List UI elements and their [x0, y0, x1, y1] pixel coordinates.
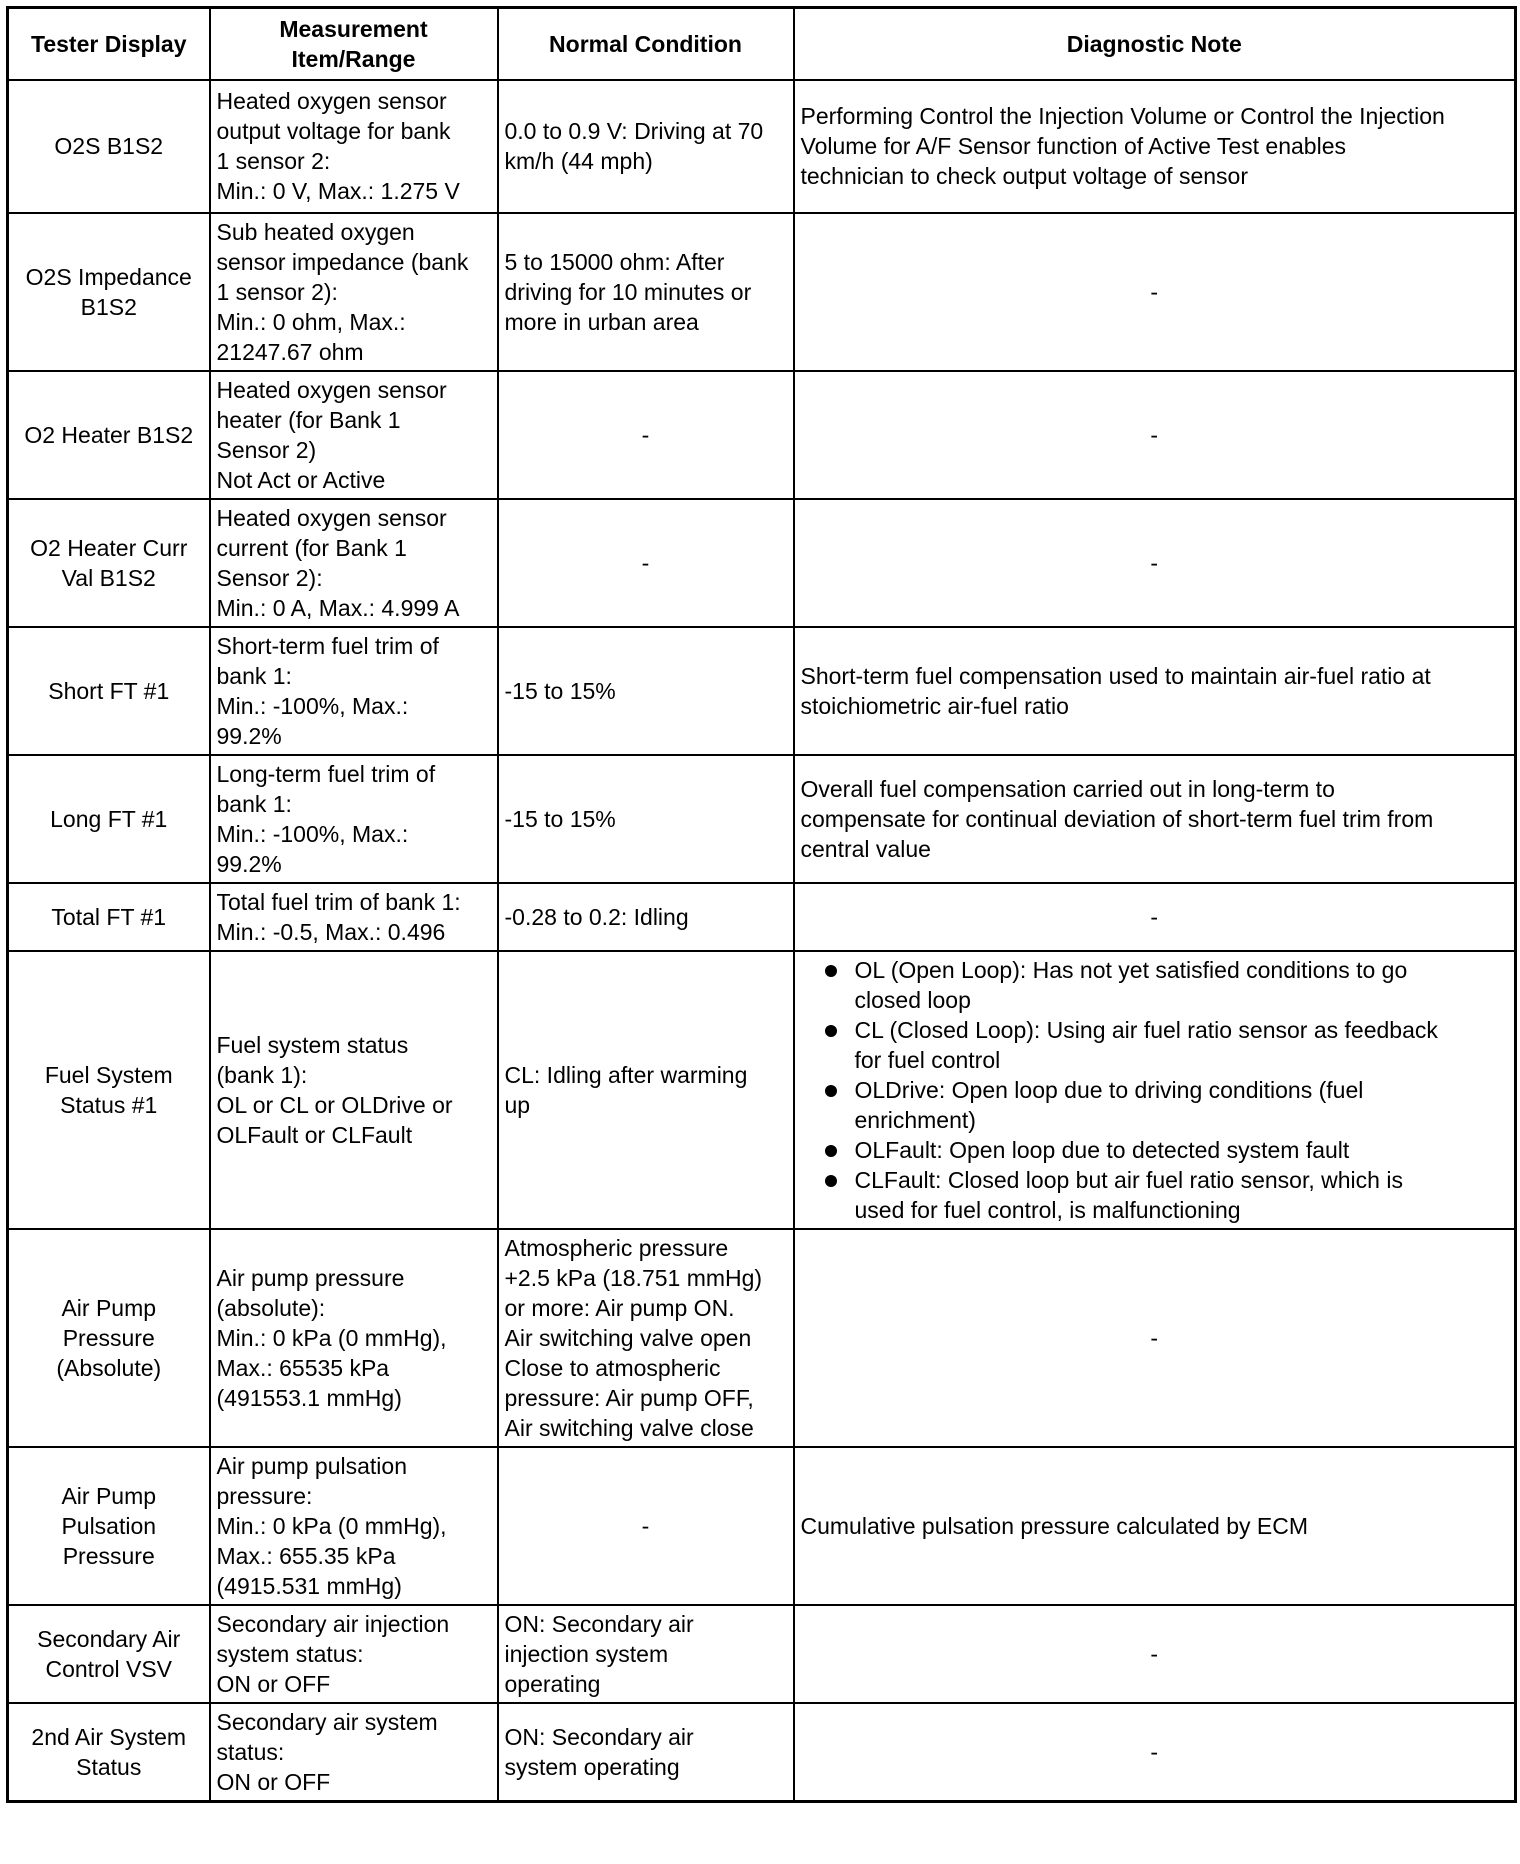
bullet-item-line: OL (Open Loop): Has not yet satisfied conditions to go: [854, 956, 1408, 983]
measurement-item-cell-line: (bank 1):: [216, 1061, 308, 1088]
bullet-item-line: closed loop: [854, 986, 971, 1013]
measurement-item-cell-line: Air pump pressure: [216, 1264, 405, 1291]
table-row: [8, 213, 1516, 371]
measurement-item-cell-line: 1 sensor 2:: [216, 148, 331, 174]
normal-condition-cell: [498, 755, 794, 883]
measurement-item-cell-line: (4915.531 mmHg): [216, 1572, 402, 1599]
measurement-item-cell-line: OLFault or CLFault: [216, 1121, 413, 1148]
table-row: [8, 371, 1516, 499]
header-normal-condition: Normal Condition: [498, 8, 794, 80]
tester-display-cell: [8, 1703, 210, 1802]
normal-condition-cell-line: -: [641, 1512, 650, 1539]
tester-display-cell: [8, 1229, 210, 1447]
measurement-item-cell-line: ON or OFF: [216, 1670, 331, 1697]
table-row: [8, 627, 1516, 755]
bullet-item: [819, 1135, 1509, 1165]
header-measurement-item: [210, 8, 498, 80]
measurement-item-cell-line: Min.: 0 kPa (0 mmHg),: [216, 1512, 447, 1539]
table-row: [8, 883, 1516, 951]
bullet-item-line: CL (Closed Loop): Using air fuel ratio sensor as feedback: [854, 1016, 1438, 1043]
normal-condition-cell: [498, 1229, 794, 1447]
measurement-item-cell-line: bank 1:: [216, 790, 292, 817]
measurement-item-cell-line: Long-term fuel trim of: [216, 760, 436, 787]
normal-condition-cell-line: injection system: [504, 1640, 669, 1667]
bullet-item-line: OLDrive: Open loop due to driving conditions (fuel: [854, 1076, 1364, 1103]
normal-condition-cell-line: -15 to 15%: [504, 805, 616, 832]
normal-condition-cell-line: -: [641, 549, 650, 576]
table-row: [8, 1605, 1516, 1703]
tester-display-cell-line: Air Pump: [61, 1482, 157, 1509]
tester-display-cell: [8, 1605, 210, 1703]
tester-display-cell: [8, 371, 210, 499]
diagnostic-note-cell: [794, 755, 1516, 883]
tester-display-cell-line: Long FT #1: [50, 805, 168, 832]
tester-display-cell-line: O2 Heater B1S2: [24, 421, 194, 448]
normal-condition-cell-line: CL: Idling after warming: [504, 1061, 748, 1088]
diagnostic-note-cell: [794, 213, 1516, 371]
diagnostic-note-cell-line: -: [1150, 903, 1159, 930]
bullet-list: [801, 955, 1509, 1225]
measurement-item-cell-line: Min.: -100%, Max.:: [216, 692, 409, 719]
tester-display-cell-line: Control VSV: [45, 1655, 173, 1682]
measurement-item-cell-line: OL or CL or OLDrive or: [216, 1091, 453, 1118]
diagnostic-note-cell: [794, 371, 1516, 499]
normal-condition-cell: [498, 1703, 794, 1802]
normal-condition-cell-line: Close to atmospheric: [504, 1354, 721, 1381]
measurement-item-cell-line: Not Act or Active: [216, 466, 386, 493]
normal-condition-cell-line: ON: Secondary air: [504, 1610, 694, 1637]
normal-condition-cell-line: 5 to 15000 ohm: After: [504, 248, 725, 275]
measurement-item-cell: [210, 1605, 498, 1703]
tester-display-cell: [8, 1447, 210, 1605]
measurement-item-cell: [210, 755, 498, 883]
tester-display-cell-line: O2S Impedance: [25, 263, 192, 290]
bullet-item-line: used for fuel control, is malfunctioning: [854, 1196, 1241, 1223]
measurement-item-cell: [210, 1229, 498, 1447]
measurement-item-cell-line: Max.: 65535 kPa: [216, 1354, 390, 1381]
tester-display-cell-line: 2nd Air System: [31, 1723, 187, 1750]
measurement-item-cell-line: Heated oxygen sensor: [216, 88, 447, 114]
measurement-item-cell: [210, 1703, 498, 1802]
data-list-table-sheet: [6, 6, 1514, 1858]
measurement-item-cell-line: 21247.67 ohm: [216, 338, 364, 365]
table-row: [8, 1447, 1516, 1605]
measurement-item-cell-line: Min.: -0.5, Max.: 0.496: [216, 918, 446, 945]
diagnostic-note-cell: [794, 80, 1516, 213]
tester-display-cell-line: Secondary Air: [37, 1625, 181, 1652]
measurement-item-cell-line: (absolute):: [216, 1294, 326, 1321]
measurement-item-cell: [210, 80, 498, 213]
measurement-item-cell-line: Max.: 655.35 kPa: [216, 1542, 396, 1569]
measurement-item-cell: [210, 213, 498, 371]
tester-display-cell-line: Pressure: [62, 1324, 155, 1351]
tester-display-cell: [8, 883, 210, 951]
table-row: [8, 755, 1516, 883]
tester-display-cell-line: Val B1S2: [61, 564, 156, 591]
measurement-item-cell-line: 99.2%: [216, 850, 282, 877]
measurement-item-cell-line: Total fuel trim of bank 1:: [216, 888, 461, 915]
tester-display-cell: [8, 80, 210, 213]
normal-condition-cell: [498, 499, 794, 627]
bullet-item: [819, 1075, 1509, 1135]
measurement-item-cell: [210, 499, 498, 627]
diagnostic-note-cell: [794, 499, 1516, 627]
normal-condition-cell: [498, 1605, 794, 1703]
normal-condition-cell: [498, 951, 794, 1229]
normal-condition-cell-line: -: [641, 421, 650, 448]
bullet-item-line: CLFault: Closed loop but air fuel ratio sensor, which is: [854, 1166, 1403, 1193]
measurement-item-cell-line: status:: [216, 1738, 285, 1765]
diagnostic-note-cell: [794, 1229, 1516, 1447]
normal-condition-cell-line: km/h (44 mph): [504, 148, 653, 174]
diagnostic-note-cell: [794, 1447, 1516, 1605]
table-row: [8, 80, 1516, 213]
normal-condition-cell-line: Air switching valve close: [504, 1414, 754, 1441]
measurement-item-cell-line: Sensor 2):: [216, 564, 323, 591]
normal-condition-cell-line: operating: [504, 1670, 601, 1697]
normal-condition-cell-line: -0.28 to 0.2: Idling: [504, 903, 689, 930]
measurement-item-cell-line: Short-term fuel trim of: [216, 632, 439, 659]
diagnostic-note-cell-line: -: [1150, 421, 1159, 448]
normal-condition-cell-line: or more: Air pump ON.: [504, 1294, 735, 1321]
measurement-item-cell: [210, 1447, 498, 1605]
bullet-item-line: for fuel control: [854, 1046, 1001, 1073]
measurement-item-cell-line: 1 sensor 2):: [216, 278, 338, 305]
measurement-item-cell-line: bank 1:: [216, 662, 292, 689]
diagnostic-note-cell: [794, 1703, 1516, 1802]
measurement-item-cell-line: Min.: 0 ohm, Max.:: [216, 308, 406, 335]
diagnostic-note-cell-line: stoichiometric air-fuel ratio: [800, 692, 1069, 719]
measurement-item-cell-line: output voltage for bank: [216, 118, 451, 144]
normal-condition-cell-line: -15 to 15%: [504, 677, 616, 704]
tester-display-cell: [8, 499, 210, 627]
normal-condition-cell: [498, 883, 794, 951]
table-row: [8, 499, 1516, 627]
normal-condition-cell: [498, 371, 794, 499]
diagnostic-note-cell-line: compensate for continual deviation of short-term fuel trim from: [800, 805, 1434, 832]
measurement-item-cell-line: (491553.1 mmHg): [216, 1384, 402, 1411]
normal-condition-cell-line: Air switching valve open: [504, 1324, 752, 1351]
tester-display-cell: [8, 755, 210, 883]
tester-display-cell-line: (Absolute): [56, 1354, 162, 1381]
tester-display-cell-line: O2S B1S2: [54, 133, 164, 159]
table-row: [8, 1229, 1516, 1447]
bullet-item: [819, 1165, 1509, 1225]
tester-display-cell-line: B1S2: [80, 293, 137, 320]
measurement-item-cell-line: Secondary air system: [216, 1708, 438, 1735]
diagnostic-note-cell: [794, 1605, 1516, 1703]
header-tester-display: Tester Display: [8, 8, 210, 80]
bullet-item: [819, 955, 1509, 1015]
measurement-item-cell-line: Min.: 0 V, Max.: 1.275 V: [216, 178, 460, 204]
tester-display-cell-line: Fuel System: [44, 1061, 173, 1088]
normal-condition-cell-line: Atmospheric pressure: [504, 1234, 729, 1261]
tester-display-cell: [8, 627, 210, 755]
normal-condition-cell: [498, 80, 794, 213]
normal-condition-cell-line: ON: Secondary air: [504, 1723, 694, 1750]
diagnostic-note-cell-line: Short-term fuel compensation used to maintain air-fuel ratio at: [800, 662, 1431, 689]
tester-display-cell-line: Status #1: [60, 1091, 158, 1118]
diagnostic-note-cell-line: -: [1150, 1324, 1159, 1351]
normal-condition-cell-line: +2.5 kPa (18.751 mmHg): [504, 1264, 763, 1291]
header-measurement-line: Measurement: [279, 15, 428, 42]
diagnostic-note-cell-line: -: [1150, 1738, 1159, 1765]
diagnostic-note-cell-line: technician to check output voltage of sensor: [800, 163, 1249, 189]
table-row: [8, 1703, 1516, 1802]
measurement-item-cell-line: Air pump pulsation: [216, 1452, 407, 1479]
measurement-item-cell-line: current (for Bank 1: [216, 534, 407, 561]
tester-display-cell-line: Short FT #1: [48, 677, 170, 704]
normal-condition-cell: [498, 213, 794, 371]
measurement-item-cell-line: Heated oxygen sensor: [216, 504, 447, 531]
header-row: [8, 8, 1516, 80]
tester-display-cell: [8, 213, 210, 371]
diagnostic-note-cell-line: -: [1150, 278, 1159, 305]
measurement-item-cell-line: Min.: -100%, Max.:: [216, 820, 409, 847]
tester-display-cell-line: O2 Heater Curr: [30, 534, 188, 561]
normal-condition-cell: [498, 627, 794, 755]
tester-display-cell: [8, 951, 210, 1229]
table-row: [8, 951, 1516, 1229]
tester-display-cell-line: Total FT #1: [51, 903, 167, 930]
diagnostic-note-cell-line: central value: [800, 835, 931, 862]
bullet-item-line: OLFault: Open loop due to detected system fault: [854, 1136, 1350, 1163]
measurement-item-cell: [210, 951, 498, 1229]
tester-display-cell-line: Pressure: [62, 1542, 155, 1569]
bullet-item: [819, 1015, 1509, 1075]
diagnostic-note-cell-line: Cumulative pulsation pressure calculated by ECM: [800, 1512, 1309, 1539]
measurement-item-cell-line: Sub heated oxygen: [216, 218, 415, 245]
tester-display-cell-line: Status: [76, 1753, 142, 1780]
data-list-table: [6, 6, 1517, 1803]
measurement-item-cell-line: Fuel system status: [216, 1031, 409, 1058]
measurement-item-cell-line: Min.: 0 kPa (0 mmHg),: [216, 1324, 447, 1351]
diagnostic-note-cell: [794, 627, 1516, 755]
normal-condition-cell-line: pressure: Air pump OFF,: [504, 1384, 754, 1411]
measurement-item-cell-line: pressure:: [216, 1482, 313, 1509]
header-measurement-line: Item/Range: [291, 45, 416, 72]
measurement-item-cell: [210, 627, 498, 755]
diagnostic-note-cell-line: -: [1150, 1640, 1159, 1667]
measurement-item-cell-line: Min.: 0 A, Max.: 4.999 A: [216, 594, 460, 621]
diagnostic-note-cell-line: Performing Control the Injection Volume or Control the Injection: [800, 103, 1445, 129]
normal-condition-cell-line: more in urban area: [504, 308, 699, 335]
normal-condition-cell: [498, 1447, 794, 1605]
diagnostic-note-cell-line: Volume for A/F Sensor function of Active Test enables: [800, 133, 1346, 159]
tester-display-cell-line: Air Pump: [61, 1294, 157, 1321]
measurement-item-cell-line: Sensor 2): [216, 436, 317, 463]
table-body: [8, 80, 1516, 1802]
diagnostic-note-cell-line: -: [1150, 549, 1159, 576]
measurement-item-cell-line: Heated oxygen sensor: [216, 376, 447, 403]
header-diagnostic-note: Diagnostic Note: [794, 8, 1516, 80]
tester-display-cell-line: Pulsation: [61, 1512, 157, 1539]
measurement-item-cell: [210, 883, 498, 951]
measurement-item-cell-line: 99.2%: [216, 722, 282, 749]
bullet-item-line: enrichment): [854, 1106, 976, 1133]
measurement-item-cell-line: ON or OFF: [216, 1768, 331, 1795]
measurement-item-cell-line: system status:: [216, 1640, 364, 1667]
diagnostic-note-cell: [794, 951, 1516, 1229]
measurement-item-cell: [210, 371, 498, 499]
diagnostic-note-cell: [794, 883, 1516, 951]
measurement-item-cell-line: sensor impedance (bank: [216, 248, 469, 275]
normal-condition-cell-line: system operating: [504, 1753, 680, 1780]
measurement-item-cell-line: Secondary air injection: [216, 1610, 450, 1637]
normal-condition-cell-line: 0.0 to 0.9 V: Driving at 70: [504, 118, 764, 144]
diagnostic-note-cell-line: Overall fuel compensation carried out in long-term to: [800, 775, 1335, 802]
normal-condition-cell-line: driving for 10 minutes or: [504, 278, 752, 305]
measurement-item-cell-line: heater (for Bank 1: [216, 406, 401, 433]
normal-condition-cell-line: up: [504, 1091, 531, 1118]
